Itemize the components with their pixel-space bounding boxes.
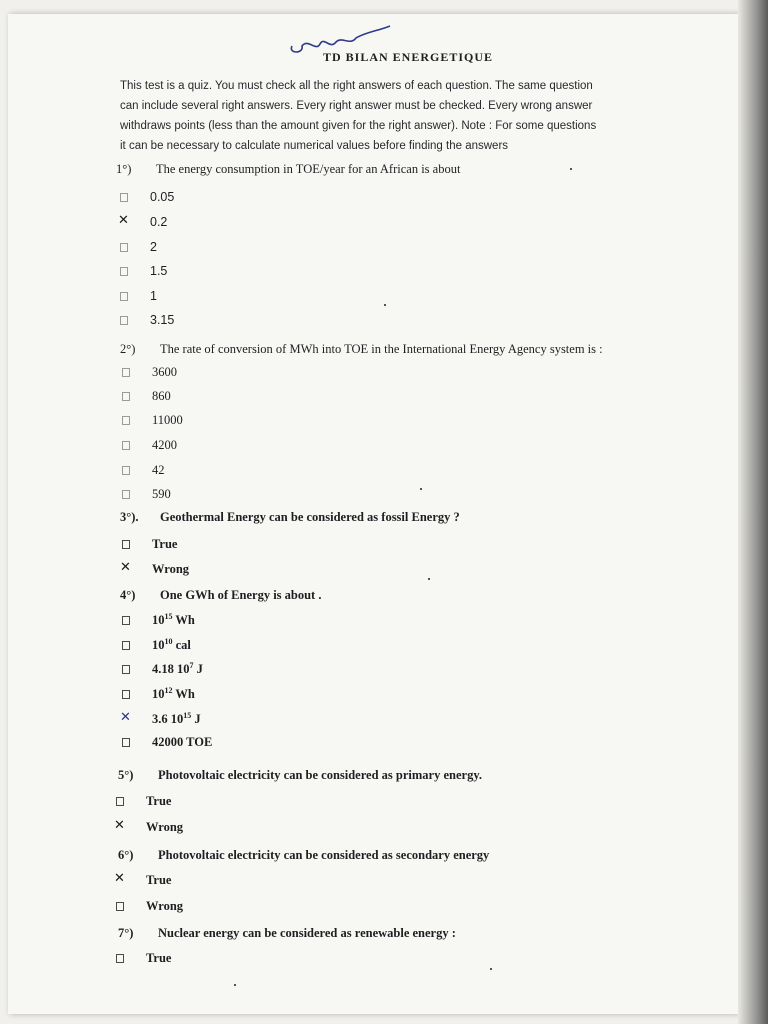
checkbox[interactable] — [122, 641, 130, 650]
question-7 — [118, 926, 456, 941]
checkbox[interactable] — [116, 797, 124, 806]
answer-label: 11000 — [152, 413, 183, 427]
answer-option[interactable] — [122, 463, 165, 478]
answer-label: 0.2 — [150, 215, 168, 229]
answer-option[interactable] — [122, 389, 171, 404]
answer-option[interactable] — [120, 215, 167, 229]
question-6 — [118, 848, 489, 863]
question-5 — [118, 768, 482, 783]
question-text: The energy consumption in TOE/year for an African is about — [156, 162, 461, 176]
paper-sheet — [8, 14, 738, 1014]
checkbox[interactable] — [122, 416, 130, 425]
page-edge-shadow — [738, 0, 768, 1024]
answer-label: True — [146, 794, 172, 808]
answer-unit: Wh — [172, 687, 195, 702]
answer-option[interactable] — [122, 438, 177, 453]
checkbox[interactable] — [120, 316, 128, 325]
instructions-line: it can be necessary to calculate numerical values before finding the answers — [120, 140, 509, 152]
checked-checkbox[interactable] — [122, 565, 130, 574]
question-text: One GWh of Energy is about . — [160, 588, 322, 602]
answer-exponent: 12 — [164, 686, 173, 695]
question-number: 6°) — [118, 848, 134, 862]
instructions-line: withdraws points (less than the amount given for the right answer). Note : For some questions — [120, 120, 597, 132]
answer-exponent: 15 — [183, 711, 192, 720]
checkbox[interactable] — [120, 193, 128, 202]
answer-unit: cal — [172, 638, 191, 653]
answer-label — [152, 661, 203, 677]
question-3 — [120, 510, 460, 525]
answer-label — [152, 637, 191, 653]
checkbox[interactable] — [122, 368, 130, 377]
answer-label — [152, 612, 195, 628]
answer-unit: J — [193, 662, 203, 677]
question-text: Geothermal Energy can be considered as fossil Energy ? — [160, 510, 460, 524]
question-number: 7°) — [118, 926, 134, 940]
answer-exponent: 7 — [189, 661, 194, 670]
answer-label — [152, 686, 195, 702]
question-2 — [120, 342, 603, 357]
answer-option[interactable] — [116, 794, 171, 809]
checkbox[interactable] — [116, 902, 124, 911]
answer-label: 42000 TOE — [152, 735, 213, 749]
question-text: The rate of conversion of MWh into TOE in the International Energy Agency system is : — [160, 342, 603, 356]
question-number: 4°) — [120, 588, 136, 602]
answer-option[interactable] — [120, 313, 174, 327]
answer-label: 42 — [152, 463, 165, 477]
answer-label: 860 — [152, 389, 171, 403]
answer-option[interactable] — [116, 873, 171, 888]
checkbox[interactable] — [122, 690, 130, 699]
answer-exponent: 10 — [164, 637, 173, 646]
answer-label: True — [146, 951, 172, 965]
answer-base: 10 — [152, 638, 165, 653]
answer-option[interactable] — [122, 365, 177, 380]
answer-label: 4200 — [152, 438, 177, 452]
checkbox[interactable] — [122, 738, 130, 747]
answer-label: 590 — [152, 487, 171, 501]
answer-option[interactable] — [122, 487, 171, 502]
answer-base: 10 — [152, 613, 165, 628]
question-list — [8, 14, 738, 1014]
answer-option[interactable] — [116, 820, 183, 835]
answer-option[interactable] — [122, 686, 195, 702]
checkbox[interactable] — [122, 616, 130, 625]
answer-label: 3600 — [152, 365, 177, 379]
answer-label: Wrong — [146, 899, 184, 913]
checkbox[interactable] — [120, 243, 128, 252]
checkbox[interactable] — [120, 292, 128, 301]
answer-label: True — [146, 873, 172, 887]
question-text: Nuclear energy can be considered as renewable energy : — [158, 926, 456, 940]
checkbox[interactable] — [122, 665, 130, 674]
answer-label: Wrong — [146, 820, 184, 834]
answer-unit: Wh — [172, 613, 195, 628]
answer-label: Wrong — [152, 562, 190, 576]
answer-base: 3.6 10 — [152, 712, 184, 727]
checked-checkbox[interactable] — [116, 876, 124, 885]
answer-exponent: 15 — [164, 612, 173, 621]
question-1 — [116, 162, 460, 177]
checked-checkbox[interactable] — [116, 823, 124, 832]
answer-option[interactable] — [116, 951, 171, 966]
checkbox[interactable] — [122, 392, 130, 401]
answer-label: 0.05 — [150, 190, 175, 204]
checkbox[interactable] — [120, 267, 128, 276]
checkbox[interactable] — [122, 540, 130, 549]
instructions-line: This test is a quiz. You must check all the right answers of each question. The same question — [120, 80, 593, 92]
checked-checkbox[interactable] — [122, 715, 130, 724]
answer-option[interactable] — [120, 240, 157, 254]
answer-base: 10 — [152, 687, 165, 702]
answer-option[interactable] — [120, 289, 157, 303]
answer-label: 1 — [150, 289, 157, 303]
quiz-page — [8, 14, 738, 1014]
answer-option[interactable] — [120, 264, 167, 278]
page-title: TD BILAN ENERGETIQUE — [322, 50, 494, 64]
instructions-line: can include several right answers. Every right answer must be checked. Every wrong answer — [120, 100, 593, 112]
answer-label: 1.5 — [150, 264, 168, 278]
answer-option[interactable] — [122, 612, 195, 628]
question-text: Photovoltaic electricity can be considered as primary energy. — [158, 768, 483, 782]
answer-option[interactable] — [122, 711, 201, 727]
question-number: 1°) — [116, 162, 132, 176]
answer-label: True — [152, 537, 178, 551]
answer-option[interactable] — [116, 899, 183, 914]
answer-option[interactable] — [122, 735, 212, 750]
answer-base: 4.18 10 — [152, 662, 190, 677]
answer-option[interactable] — [122, 661, 203, 677]
question-text: Photovoltaic electricity can be considered as secondary energy — [158, 848, 490, 862]
checkbox[interactable] — [116, 954, 124, 963]
answer-option[interactable] — [122, 413, 183, 428]
question-number: 2°) — [120, 342, 136, 356]
answer-label: 2 — [150, 240, 157, 254]
answer-option[interactable] — [122, 537, 177, 552]
checked-checkbox[interactable] — [120, 218, 128, 227]
answer-option[interactable] — [120, 190, 174, 204]
answer-option[interactable] — [122, 637, 191, 653]
answer-label: 3.15 — [150, 313, 175, 327]
question-4 — [120, 588, 321, 603]
checkbox[interactable] — [122, 441, 130, 450]
checkbox[interactable] — [122, 490, 130, 499]
question-number: 3°). — [120, 510, 139, 524]
question-number: 5°) — [118, 768, 134, 782]
answer-unit: J — [191, 712, 201, 727]
answer-option[interactable] — [122, 562, 189, 577]
checkbox[interactable] — [122, 466, 130, 475]
answer-label — [152, 711, 201, 727]
